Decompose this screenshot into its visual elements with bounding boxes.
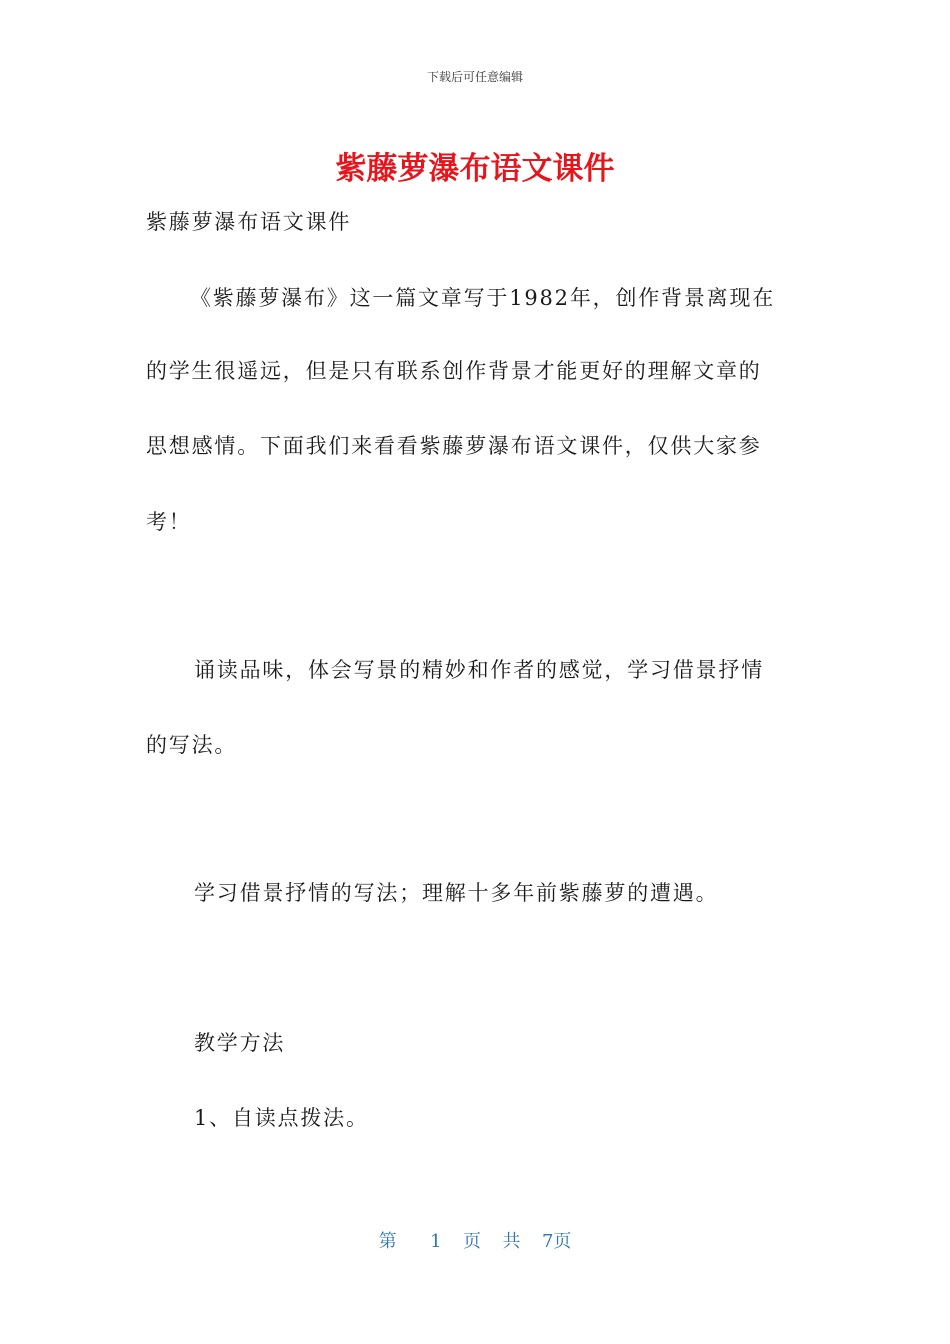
teaching-methods-heading: 教学方法 xyxy=(194,1031,286,1055)
paragraph-2-line-2: 的写法。 xyxy=(146,733,238,757)
footer-page-number: 1 xyxy=(430,1231,442,1252)
footer-ye: 页 xyxy=(463,1231,481,1252)
paragraph-3-line-1: 学习借景抒情的写法；理解十多年前紫藤萝的遭遇。 xyxy=(194,881,719,905)
document-title: 紫藤萝瀑布语文课件 xyxy=(335,151,615,187)
paragraph-1-line-3: 思想感情。下面我们来看看紫藤萝瀑布语文课件，仅供大家参 xyxy=(146,434,762,458)
paragraph-2-line-1: 诵读品味，体会写景的精妙和作者的感觉，学习借景抒情 xyxy=(194,658,764,682)
footer-di: 第 xyxy=(378,1231,397,1252)
paragraph-1-line-4: 考！ xyxy=(146,510,192,534)
paragraph-1-line-2: 的学生很遥远，但是只有联系创作背景才能更好的理解文章的 xyxy=(146,359,762,383)
header-note: 下载后可任意编辑 xyxy=(426,70,523,84)
subtitle-line: 紫藤萝瀑布语文课件 xyxy=(146,210,352,234)
paragraph-1-line-1: 《紫藤萝瀑布》这一篇文章写于1982年，创作背景离现在 xyxy=(190,286,776,310)
method-item-1: 1、自读点拨法。 xyxy=(194,1106,369,1130)
page-footer xyxy=(0,1227,950,1253)
footer-total-pages: 7页 xyxy=(541,1231,572,1252)
footer-gong: 共 xyxy=(502,1231,521,1252)
